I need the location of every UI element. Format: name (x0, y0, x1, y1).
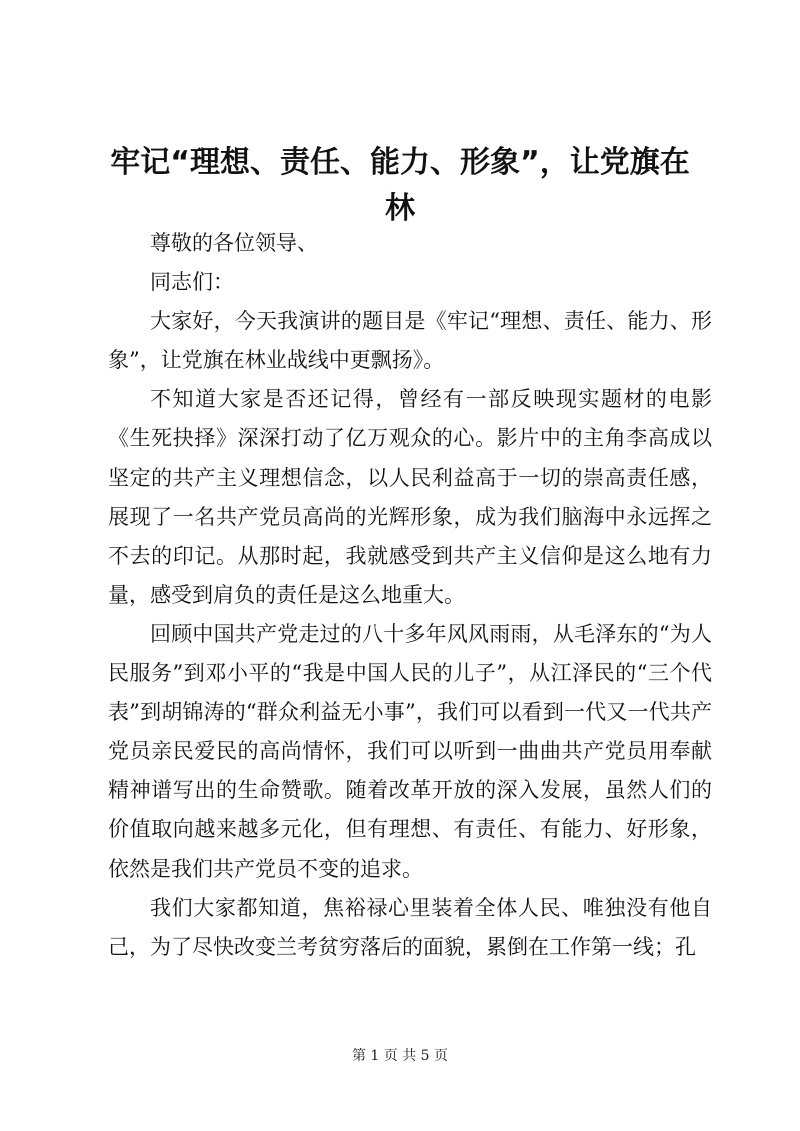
page-footer: 第 1 页 共 5 页 (351, 1048, 449, 1064)
paragraph-film: 不知道大家是否还记得，曾经有一部反映现实题材的电影《生死抉择》深深打动了亿万观众的心。影片中的主角李高成以坚定的共产主义理想信念，以人民利益高于一切的崇高责任感，展现了一名共产党员高尚的光辉形象，成为我们脑海中永远挥之不去的印记。从那时起，我就感受到共产主义信仰是这么地有力量，感受到肩负的责任是这么地重大。 (108, 387, 712, 607)
document-title: 牢记“理想、责任、能力、形象”，让党旗在林 (110, 145, 690, 226)
paragraph-examples: 我们大家都知道，焦裕禄心里装着全体人民、唯独没有他自己，为了尽快改变兰考贫穷落后的面貌，累倒在工作第一线；孔 (108, 895, 712, 959)
salutation-line-1: 尊敬的各位领导、 (150, 231, 318, 255)
salutation-line-2: 同志们： (150, 270, 234, 295)
paragraph-intro: 大家好，今天我演讲的题目是《牢记“理想、责任、能力、形象”，让党旗在林业战线中更飘扬》。 (108, 309, 712, 373)
document-body (108, 224, 712, 967)
paragraph-history: 回顾中国共产党走过的八十多年风风雨雨，从毛泽东的“为人民服务”到邓小平的“我是中国人民的儿子”，从江泽民的“三个代表”到胡锦涛的“群众利益无小事”，我们可以看到一代又一代共产党员亲民爱民的高尚情怀，我们可以听到一曲曲共产党员用奉献精神谱写出的生命赞歌。随着改革开放的深入发展，虽然人们的价值取向越来越多元化，但有理想、有责任、有能力、好形象，依然是我们共产党员不变的追求。 (108, 621, 712, 881)
